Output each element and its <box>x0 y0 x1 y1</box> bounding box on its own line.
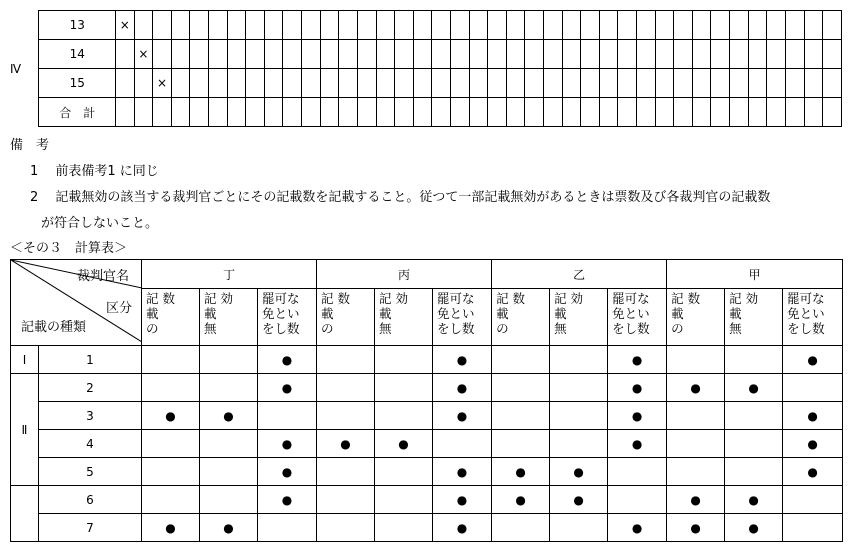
tally-cell <box>283 11 302 40</box>
tally-cell <box>581 98 600 127</box>
tally-cell <box>767 11 786 40</box>
calc-cell <box>433 430 492 458</box>
tally-cell <box>283 40 302 69</box>
tally-cell <box>227 40 246 69</box>
calc-cell <box>258 402 317 430</box>
calc-cell <box>317 374 375 402</box>
tally-cell <box>357 40 376 69</box>
tally-cell <box>637 11 656 40</box>
tally-cell <box>413 98 432 127</box>
tally-cell <box>692 40 711 69</box>
calc-cell <box>492 514 550 542</box>
calc-cell: ● <box>200 402 258 430</box>
calc-row <box>11 458 843 486</box>
calc-cell <box>317 458 375 486</box>
calc-cell <box>317 346 375 374</box>
tally-cell <box>599 40 618 69</box>
tally-cell <box>376 11 395 40</box>
calc-table <box>10 259 843 542</box>
calc-cell <box>608 486 667 514</box>
calc-cell <box>142 458 200 486</box>
column-subheader: 記 数 載 の <box>317 289 375 346</box>
tally-cell <box>153 40 172 69</box>
tally-cell <box>320 11 339 40</box>
tally-cell <box>246 69 265 98</box>
row-number: 6 <box>39 486 142 514</box>
tally-cell <box>506 40 525 69</box>
tally-cell <box>730 69 749 98</box>
judge-header: 丙 <box>317 260 492 289</box>
tally-cell <box>171 11 190 40</box>
tally-cell <box>432 40 451 69</box>
tally-cell <box>246 11 265 40</box>
calc-cell: ● <box>317 430 375 458</box>
calc-cell: ● <box>550 486 608 514</box>
tally-cell <box>302 69 321 98</box>
tally-cell <box>469 98 488 127</box>
total-label: 合 計 <box>39 98 116 127</box>
tally-cell <box>357 11 376 40</box>
tally-cell <box>543 11 562 40</box>
tally-cell <box>562 69 581 98</box>
tally-cell <box>785 40 804 69</box>
calc-cell: ● <box>433 374 492 402</box>
calc-cell <box>492 402 550 430</box>
tally-cell <box>823 69 842 98</box>
calc-cell <box>550 374 608 402</box>
row-number: 1 <box>39 346 142 374</box>
tally-cell <box>171 40 190 69</box>
calc-cell <box>142 486 200 514</box>
calc-row <box>11 514 843 542</box>
tally-cell <box>357 98 376 127</box>
tally-cell <box>488 98 507 127</box>
tally-cell <box>506 11 525 40</box>
tally-row-number: 15 <box>39 69 116 98</box>
tally-cell <box>227 11 246 40</box>
tally-cell <box>692 98 711 127</box>
judge-header: 甲 <box>667 260 843 289</box>
tally-cell <box>209 69 228 98</box>
calc-cell: ● <box>375 430 433 458</box>
tally-cell <box>674 98 693 127</box>
tally-cell <box>543 40 562 69</box>
tally-cell <box>469 11 488 40</box>
calc-cell <box>142 346 200 374</box>
tally-cell <box>209 11 228 40</box>
calc-cell <box>492 374 550 402</box>
note-item-1: 1 前表備考1 に同じ <box>30 164 159 179</box>
tally-cell <box>674 69 693 98</box>
calc-cell: ● <box>783 346 843 374</box>
tally-cell <box>283 98 302 127</box>
tally-cell <box>134 11 153 40</box>
calc-cell <box>317 402 375 430</box>
calc-cell <box>200 430 258 458</box>
calc-cell: ● <box>725 514 783 542</box>
tally-cell <box>748 98 767 127</box>
calc-row <box>11 374 843 402</box>
calc-cell <box>667 402 725 430</box>
tally-cell <box>320 98 339 127</box>
tally-cell <box>785 11 804 40</box>
row-number: 5 <box>39 458 142 486</box>
tally-cell <box>767 69 786 98</box>
tally-cell <box>804 69 823 98</box>
tally-cell <box>674 11 693 40</box>
tally-cell <box>469 69 488 98</box>
tally-cell <box>785 69 804 98</box>
calc-cell: ● <box>608 402 667 430</box>
tally-cell <box>525 11 544 40</box>
tally-cell <box>748 40 767 69</box>
tally-cell <box>637 40 656 69</box>
calc-cell: ● <box>433 514 492 542</box>
tally-cell <box>692 69 711 98</box>
calc-cell: ● <box>258 374 317 402</box>
column-subheader: 罷可な 免とい をし数 <box>608 289 667 346</box>
tally-cell <box>246 40 265 69</box>
tally-cell <box>618 40 637 69</box>
calc-cell <box>375 514 433 542</box>
tally-cell <box>302 98 321 127</box>
calc-cell <box>550 514 608 542</box>
tally-cell <box>357 69 376 98</box>
calc-cell <box>258 514 317 542</box>
tally-cell <box>134 98 153 127</box>
calc-cell <box>783 374 843 402</box>
tally-cell <box>339 98 358 127</box>
calc-cell <box>375 486 433 514</box>
tally-cell <box>153 98 172 127</box>
tally-row <box>10 11 842 40</box>
section-label: Ⅳ <box>10 11 39 127</box>
column-subheader: 記 効 載 無 <box>375 289 433 346</box>
tally-row <box>10 69 842 98</box>
tally-cell <box>227 98 246 127</box>
tally-cell <box>562 40 581 69</box>
calc-cell <box>725 346 783 374</box>
tally-cell <box>432 69 451 98</box>
calc-row <box>11 486 843 514</box>
tally-cell <box>209 98 228 127</box>
tally-cell <box>395 98 414 127</box>
tally-cell <box>599 69 618 98</box>
tally-total-row <box>10 98 842 127</box>
group-label <box>11 486 39 542</box>
tally-cell <box>376 40 395 69</box>
tally-cell <box>115 98 134 127</box>
tally-cell <box>450 11 469 40</box>
tally-table <box>10 10 842 127</box>
tally-cell <box>506 98 525 127</box>
tally-cell <box>413 40 432 69</box>
tally-cell <box>134 69 153 98</box>
calc-cell <box>200 374 258 402</box>
corner-judge-label: 裁判官名 <box>77 269 130 284</box>
tally-cell <box>823 98 842 127</box>
tally-cell <box>339 11 358 40</box>
calc-cell <box>783 486 843 514</box>
column-subheader: 記 効 載 無 <box>550 289 608 346</box>
column-subheader: 記 数 載 の <box>142 289 200 346</box>
tally-cell <box>674 40 693 69</box>
tally-cell <box>730 98 749 127</box>
tally-cell <box>395 69 414 98</box>
tally-cell <box>488 40 507 69</box>
tally-cell <box>599 11 618 40</box>
calc-cell: ● <box>200 514 258 542</box>
tally-cell <box>692 11 711 40</box>
tally-cell <box>823 40 842 69</box>
judge-header: 乙 <box>492 260 667 289</box>
tally-cell <box>618 11 637 40</box>
calc-cell <box>667 458 725 486</box>
tally-cell <box>450 69 469 98</box>
notes-heading: 備 考 <box>10 138 50 153</box>
tally-cell <box>767 40 786 69</box>
tally-cell <box>283 69 302 98</box>
tally-cell <box>339 69 358 98</box>
tally-cell <box>730 40 749 69</box>
corner-division-label: 区分 <box>106 301 133 316</box>
calc-cell: ● <box>492 458 550 486</box>
tally-cell <box>190 40 209 69</box>
tally-cell <box>711 69 730 98</box>
row-number: 2 <box>39 374 142 402</box>
tally-cell <box>432 11 451 40</box>
tally-cell <box>264 11 283 40</box>
tally-cell <box>711 11 730 40</box>
tally-cell <box>804 40 823 69</box>
tally-cell <box>581 11 600 40</box>
calc-cell: ● <box>667 486 725 514</box>
calc-cell <box>492 346 550 374</box>
calc-cell: ● <box>492 486 550 514</box>
calc-cell: ● <box>608 374 667 402</box>
row-number: 3 <box>39 402 142 430</box>
tally-cell <box>618 69 637 98</box>
tally-cell: × <box>115 11 134 40</box>
note-item-2-cont: が符合しないこと。 <box>41 216 159 231</box>
calc-cell <box>142 430 200 458</box>
tally-cell <box>190 69 209 98</box>
tally-cell <box>171 69 190 98</box>
calc-cell: ● <box>258 430 317 458</box>
tally-cell <box>655 11 674 40</box>
note-item-2: 2 記載無効の該当する裁判官ごとにその記載数を記載すること。従つて一部記載無効があるときは票数及び各裁判官の記載数 <box>30 190 771 205</box>
calc-cell: ● <box>783 430 843 458</box>
tally-cell <box>395 11 414 40</box>
calc-cell: ● <box>667 374 725 402</box>
tally-cell <box>599 98 618 127</box>
column-subheader: 罷可な 免とい をし数 <box>258 289 317 346</box>
corner-type-label: 記載の種類 <box>21 320 87 335</box>
group-label: Ⅱ <box>11 374 39 486</box>
tally-cell <box>543 69 562 98</box>
calc-cell: ● <box>258 486 317 514</box>
tally-cell <box>209 40 228 69</box>
tally-cell <box>581 69 600 98</box>
calc-cell: ● <box>142 402 200 430</box>
tally-row-number: 13 <box>39 11 116 40</box>
tally-cell <box>525 40 544 69</box>
tally-cell <box>804 11 823 40</box>
calc-cell <box>375 346 433 374</box>
calc-cell: ● <box>142 514 200 542</box>
tally-cell <box>618 98 637 127</box>
tally-cell <box>637 98 656 127</box>
tally-cell <box>190 98 209 127</box>
calc-cell <box>375 458 433 486</box>
tally-cell <box>525 98 544 127</box>
row-number: 4 <box>39 430 142 458</box>
calc-cell <box>667 430 725 458</box>
tally-cell <box>413 11 432 40</box>
tally-cell <box>655 40 674 69</box>
calc-cell: ● <box>433 486 492 514</box>
tally-cell <box>711 98 730 127</box>
calc-row <box>11 402 843 430</box>
tally-cell <box>711 40 730 69</box>
calc-cell <box>725 402 783 430</box>
tally-cell <box>488 11 507 40</box>
tally-cell <box>748 11 767 40</box>
corner-cell <box>11 260 142 346</box>
calc-cell <box>550 346 608 374</box>
tally-cell <box>525 69 544 98</box>
calc-cell <box>200 346 258 374</box>
tally-cell <box>264 40 283 69</box>
row-number: 7 <box>39 514 142 542</box>
tally-cell <box>302 11 321 40</box>
tally-cell <box>730 11 749 40</box>
tally-row-number: 14 <box>39 40 116 69</box>
calc-cell <box>667 346 725 374</box>
calc-cell: ● <box>725 486 783 514</box>
tally-cell <box>581 40 600 69</box>
tally-cell <box>395 40 414 69</box>
calc-cell <box>725 430 783 458</box>
tally-cell <box>655 69 674 98</box>
tally-cell <box>153 11 172 40</box>
calc-cell <box>550 402 608 430</box>
calc-cell <box>200 458 258 486</box>
calc-cell <box>492 430 550 458</box>
calc-cell: ● <box>783 402 843 430</box>
calc-cell: ● <box>258 346 317 374</box>
calc-cell <box>317 486 375 514</box>
calc-cell: ● <box>783 458 843 486</box>
calc-cell: ● <box>608 514 667 542</box>
judge-header: 丁 <box>142 260 317 289</box>
tally-cell <box>320 40 339 69</box>
tally-cell <box>655 98 674 127</box>
tally-cell: × <box>153 69 172 98</box>
column-subheader: 記 数 載 の <box>667 289 725 346</box>
tally-cell <box>376 69 395 98</box>
tally-cell <box>469 40 488 69</box>
calc-cell: ● <box>433 458 492 486</box>
calc-cell: ● <box>608 430 667 458</box>
group-label: Ⅰ <box>11 346 39 374</box>
tally-cell <box>432 98 451 127</box>
tally-cell <box>115 69 134 98</box>
tally-cell <box>450 40 469 69</box>
tally-cell <box>748 69 767 98</box>
tally-cell <box>506 69 525 98</box>
tally-cell <box>376 98 395 127</box>
calc-cell <box>550 430 608 458</box>
tally-cell <box>637 69 656 98</box>
tally-cell <box>190 11 209 40</box>
tally-cell <box>171 98 190 127</box>
tally-cell <box>804 98 823 127</box>
tally-cell <box>264 69 283 98</box>
calc-table-title: ＜その３ 計算表＞ <box>10 241 128 256</box>
column-subheader: 記 効 載 無 <box>200 289 258 346</box>
column-subheader: 記 数 載 の <box>492 289 550 346</box>
calc-cell: ● <box>258 458 317 486</box>
tally-cell <box>320 69 339 98</box>
tally-cell <box>785 98 804 127</box>
tally-row <box>10 40 842 69</box>
calc-cell: ● <box>725 374 783 402</box>
calc-cell <box>200 486 258 514</box>
tally-cell <box>767 98 786 127</box>
tally-cell <box>413 69 432 98</box>
tally-cell <box>264 98 283 127</box>
column-subheader: 罷可な 免とい をし数 <box>783 289 843 346</box>
column-subheader: 罷可な 免とい をし数 <box>433 289 492 346</box>
tally-cell <box>246 98 265 127</box>
tally-cell <box>115 40 134 69</box>
tally-cell: × <box>134 40 153 69</box>
tally-cell <box>823 11 842 40</box>
tally-cell <box>488 69 507 98</box>
calc-cell <box>375 402 433 430</box>
calc-cell <box>142 374 200 402</box>
tally-cell <box>562 11 581 40</box>
calc-cell: ● <box>608 346 667 374</box>
calc-cell: ● <box>433 346 492 374</box>
calc-row <box>11 346 843 374</box>
tally-cell <box>450 98 469 127</box>
calc-row <box>11 430 843 458</box>
calc-cell: ● <box>667 514 725 542</box>
tally-cell <box>543 98 562 127</box>
tally-cell <box>339 40 358 69</box>
tally-cell <box>227 69 246 98</box>
calc-cell <box>317 514 375 542</box>
tally-cell <box>562 98 581 127</box>
calc-cell <box>608 458 667 486</box>
calc-cell: ● <box>433 402 492 430</box>
calc-cell: ● <box>550 458 608 486</box>
tally-cell <box>302 40 321 69</box>
calc-cell <box>783 514 843 542</box>
column-subheader: 記 効 載 無 <box>725 289 783 346</box>
calc-cell <box>725 458 783 486</box>
calc-cell <box>375 374 433 402</box>
